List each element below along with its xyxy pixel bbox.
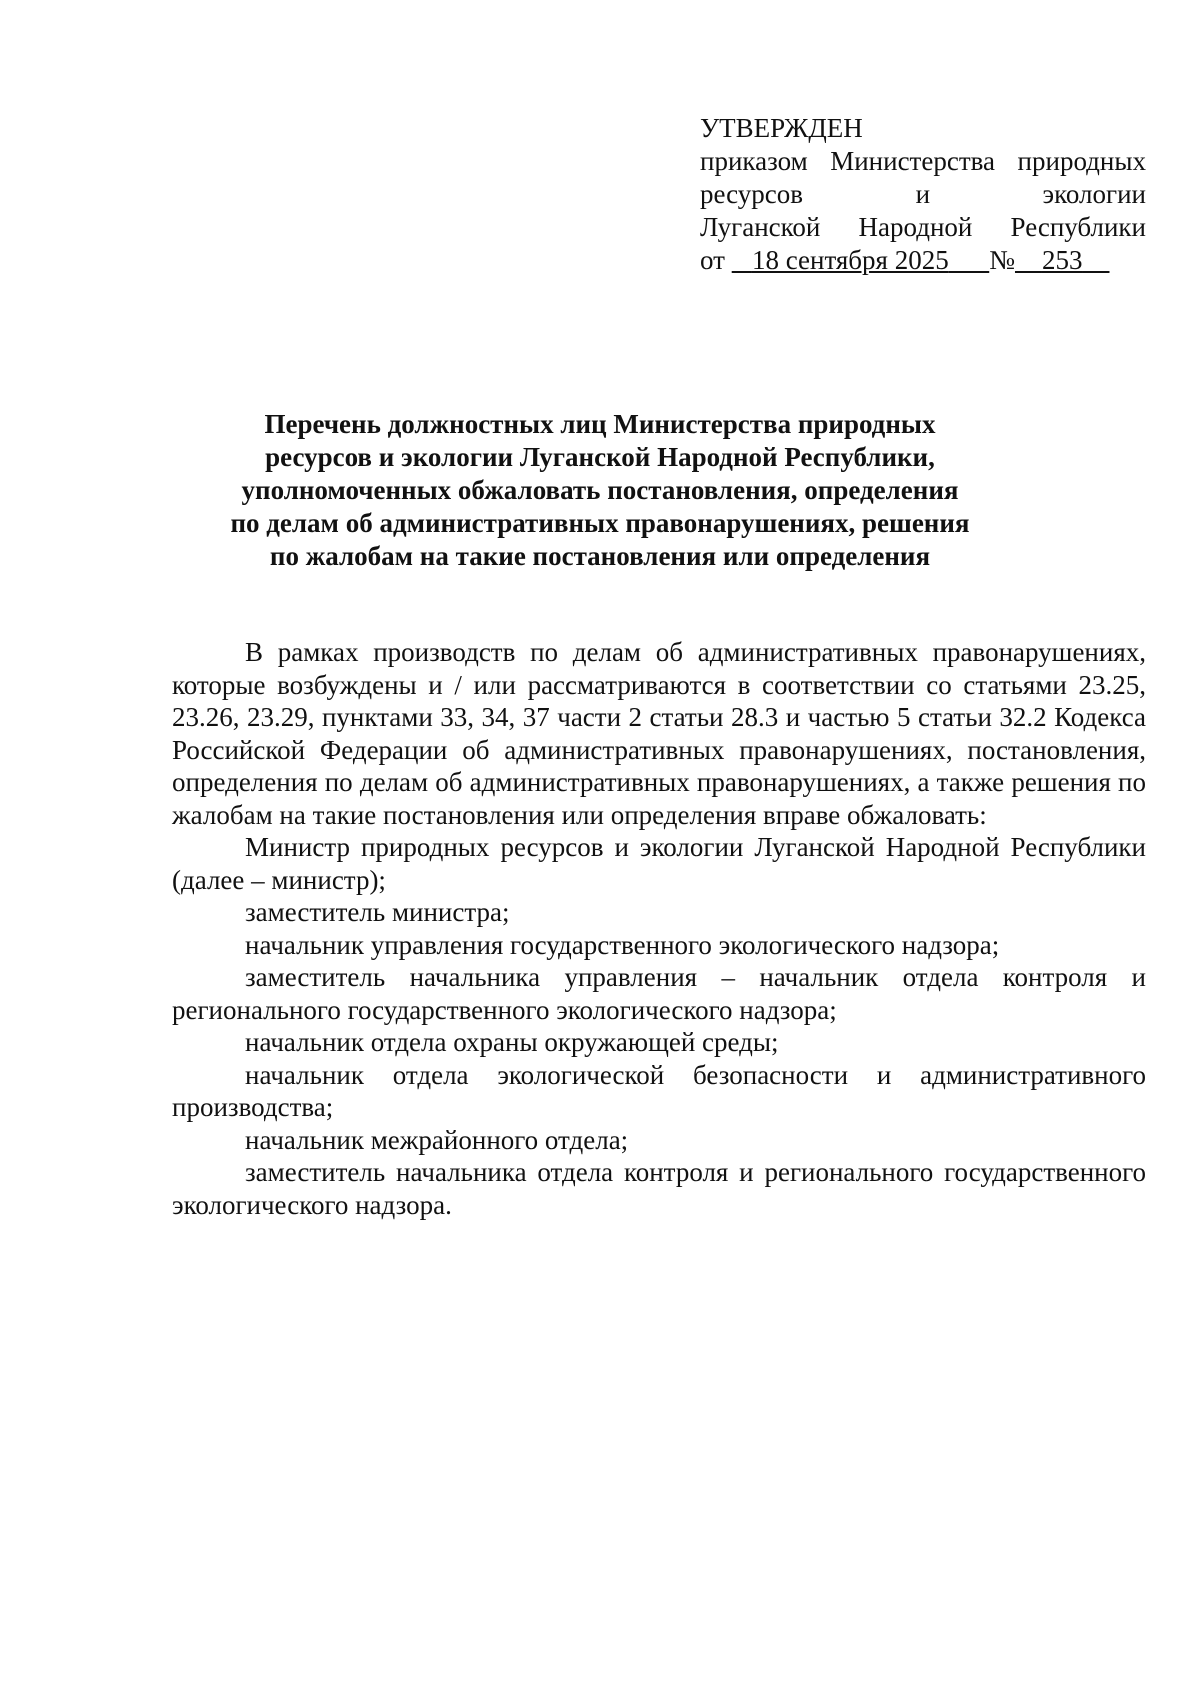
- list-item: начальник отдела экологической безопасности и административного производства;: [172, 1059, 1146, 1122]
- intro-paragraph: В рамках производств по делам об административных правонарушениях, которые возбуждены и / или рассматриваются в соответствии со статьями 23.25, 23.26, 23.29, пунктами 33, 34, 37 части 2 статьи 28.3 и частью 5 статьи 32.2 Кодекса Российской Федерации об административных правонарушениях, постановления, определения по делам об административных правонарушениях, а также решения по жалобам на такие постановления или определения вправе обжаловать:: [172, 637, 1146, 830]
- approval-heading: УТВЕРЖДЕН: [700, 113, 863, 143]
- title-line: по жалобам на такие постановления или определения: [269, 541, 931, 571]
- list-item: начальник отдела охраны окружающей среды;: [245, 1027, 779, 1057]
- list-item: заместитель начальника отдела контроля и регионального государственного экологического надзора.: [172, 1157, 1146, 1220]
- list-item: начальник управления государственного экологического надзора;: [245, 929, 1000, 960]
- title-line: по делам об административных правонарушениях, решения: [230, 508, 970, 538]
- title-line: уполномоченных обжаловать постановления, определения: [241, 475, 959, 505]
- approval-line-1: приказом Министерства природных: [700, 146, 1146, 176]
- title-line: ресурсов и экологии Луганской Народной Республики,: [265, 442, 935, 472]
- date-prefix: от: [700, 245, 725, 275]
- approval-line-3: Луганской Народной Республики: [700, 212, 1146, 242]
- order-date: 18 сентября 2025: [751, 245, 949, 275]
- list-item: заместитель начальника управления – начальник отдела контроля и регионального государственного экологического надзора;: [172, 962, 1146, 1025]
- order-number: 253: [1041, 245, 1083, 275]
- number-sign: №: [989, 245, 1015, 275]
- list-item: начальник межрайонного отдела;: [245, 1124, 629, 1155]
- document-title: [172, 408, 1028, 573]
- list-item: Министр природных ресурсов и экологии Луганской Народной Республики (далее – министр);: [172, 832, 1146, 895]
- list-item: заместитель министра;: [245, 897, 510, 927]
- approval-stamp: [700, 112, 1146, 277]
- document-body: [172, 636, 1146, 1221]
- approval-date-line: [700, 244, 1146, 277]
- title-line: Перечень должностных лиц Министерства природных: [264, 409, 936, 439]
- approval-line-2: ресурсов и экологии: [700, 179, 1146, 209]
